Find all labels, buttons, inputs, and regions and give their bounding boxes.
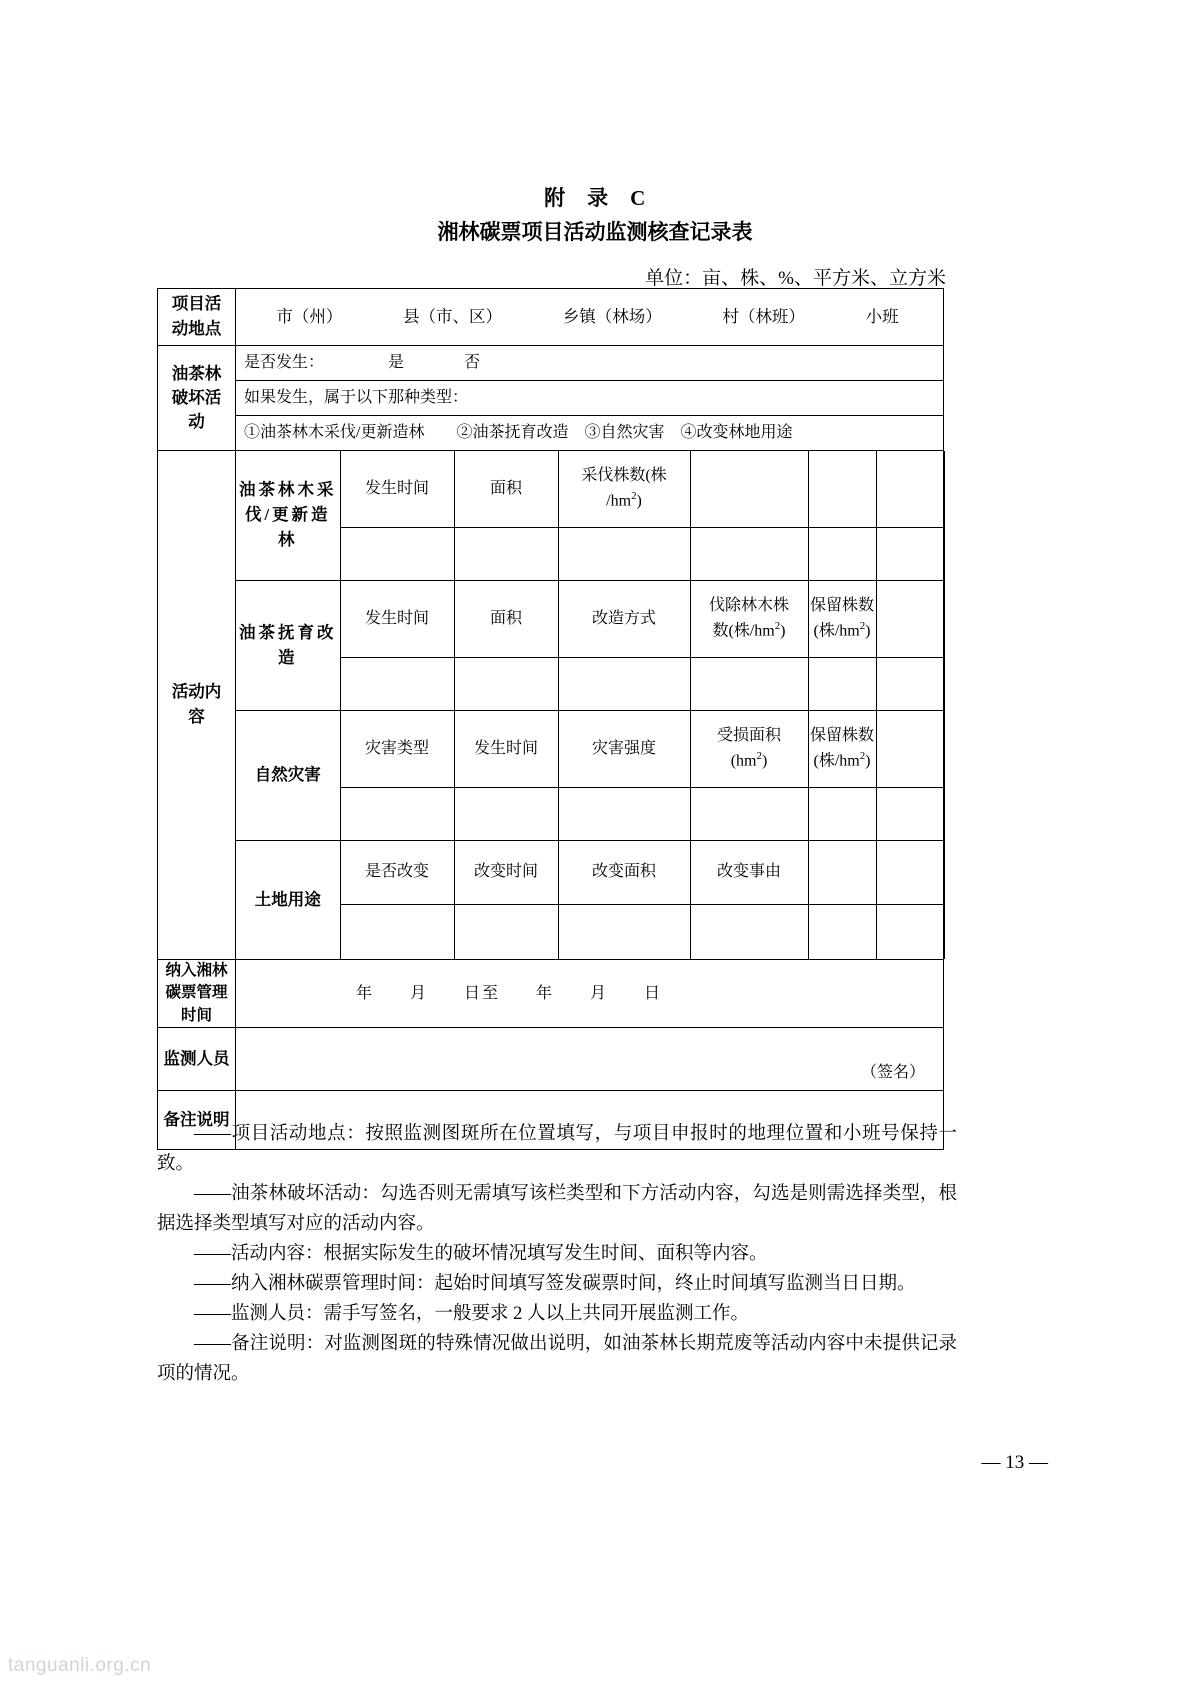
damage-type-options[interactable]: ①油茶林木采伐/更新造林 ②油茶抚育改造 ③自然灾害 ④改变林地用途 bbox=[244, 424, 793, 441]
tending-col-area: 面积 bbox=[454, 581, 558, 658]
disaster-col-intensity: 灾害强度 bbox=[558, 711, 690, 788]
landuse-col-change-time: 改变时间 bbox=[454, 841, 558, 905]
activity-section-harvest-input bbox=[236, 528, 944, 581]
landuse-input-blank-2[interactable] bbox=[876, 904, 944, 959]
tending-col-method: 改造方式 bbox=[558, 581, 690, 658]
disaster-input-occur-time[interactable] bbox=[454, 788, 558, 841]
disaster-input-damaged-area[interactable] bbox=[690, 788, 808, 841]
activity-section-disaster-input bbox=[236, 788, 944, 841]
activity-section-harvest-header bbox=[236, 451, 944, 528]
tending-col-removed-count: 伐除林木株 数(株$/hm^2$) bbox=[690, 581, 808, 658]
label-damage-activity: 油茶林破坏活动 bbox=[158, 346, 236, 451]
note-item-6: ——备注说明：对监测图斑的特殊情况做出说明，如油茶林长期荒废等活动内容中未提供记录项的情况。 bbox=[157, 1333, 957, 1384]
table-row-activity-content bbox=[158, 451, 944, 960]
page-number: — 13 — bbox=[981, 1452, 1048, 1473]
disaster-col-retained-count-unit: (株$/hm^2$) bbox=[813, 750, 871, 770]
damage-option-yes[interactable]: 是 bbox=[388, 354, 405, 371]
tending-input-method[interactable] bbox=[558, 658, 690, 711]
cell-monitor-staff-signature[interactable] bbox=[236, 1028, 944, 1091]
label-project-location: 项目活动地点 bbox=[158, 289, 236, 346]
signature-hint: （签名） bbox=[860, 1064, 925, 1082]
harvest-input-blank-3[interactable] bbox=[876, 528, 944, 581]
location-field-village: 村（林班） bbox=[722, 306, 805, 326]
note-item-5: ——监测人员：需手写签名，一般要求 2 人以上共同开展监测工作。 bbox=[194, 1303, 750, 1324]
damage-type-prompt: 如果发生，属于以下那种类型： bbox=[236, 381, 943, 416]
damage-occurred-prompt: 是否发生： bbox=[244, 354, 325, 371]
tending-input-area[interactable] bbox=[454, 658, 558, 711]
harvest-col-blank-2[interactable] bbox=[808, 451, 876, 528]
label-section-harvest: 油茶林木采伐/更新造林 bbox=[236, 451, 340, 581]
landuse-col-changed: 是否改变 bbox=[340, 841, 454, 905]
tending-input-blank-1[interactable] bbox=[876, 658, 944, 711]
cell-manage-time-value[interactable] bbox=[236, 960, 944, 1028]
location-field-subcompartment: 小班 bbox=[865, 306, 899, 326]
note-item-4: ——纳入湘林碳票管理时间：起始时间填写签发碳票时间，终止时间填写监测当日日期。 bbox=[194, 1273, 916, 1294]
harvest-input-area[interactable] bbox=[454, 528, 558, 581]
disaster-input-blank-1[interactable] bbox=[876, 788, 944, 841]
cell-activity-content bbox=[236, 451, 944, 960]
harvest-input-blank-1[interactable] bbox=[690, 528, 808, 581]
tending-col-removed-count-unit: 数(株$/hm^2$) bbox=[712, 620, 786, 640]
activity-section-tending-input bbox=[236, 658, 944, 711]
label-section-landuse: 土地用途 bbox=[236, 841, 340, 960]
disaster-input-intensity[interactable] bbox=[558, 788, 690, 841]
cell-damage-activity bbox=[236, 346, 944, 451]
explanatory-notes bbox=[157, 1120, 957, 1390]
harvest-col-area: 面积 bbox=[454, 451, 558, 528]
label-activity-content: 活动内容 bbox=[158, 451, 236, 960]
landuse-col-blank-1[interactable] bbox=[808, 841, 876, 905]
tending-input-retained-count[interactable] bbox=[808, 658, 876, 711]
disaster-col-damaged-area-unit: $(hm^2)$ bbox=[730, 750, 768, 770]
damage-occurred-line[interactable] bbox=[236, 346, 943, 381]
activity-section-disaster-header bbox=[236, 711, 944, 788]
landuse-input-changed[interactable] bbox=[340, 904, 454, 959]
tending-col-blank-1[interactable] bbox=[876, 581, 944, 658]
harvest-col-occur-time: 发生时间 bbox=[340, 451, 454, 528]
table-row-manage-time bbox=[158, 960, 944, 1028]
activity-sections-table bbox=[236, 451, 945, 959]
disaster-col-damaged-area: 受损面积 $(hm^2)$ bbox=[690, 711, 808, 788]
manage-time-value: 年 月 日至 年 月 日 bbox=[356, 984, 663, 1002]
landuse-input-blank-1[interactable] bbox=[808, 904, 876, 959]
label-manage-time: 纳入湘林碳票管理时间 bbox=[158, 960, 236, 1028]
harvest-col-cut-count: 采伐株数(株 $/hm^2$) bbox=[558, 451, 690, 528]
table-row-monitor-staff bbox=[158, 1028, 944, 1091]
label-section-disaster: 自然灾害 bbox=[236, 711, 340, 841]
tending-input-removed-count[interactable] bbox=[690, 658, 808, 711]
appendix-label: 附 录 C bbox=[544, 186, 646, 210]
harvest-input-cut-count[interactable] bbox=[558, 528, 690, 581]
disaster-col-retained-count: 保留株数 (株$/hm^2$) bbox=[808, 711, 876, 788]
table-row-location bbox=[158, 289, 944, 346]
harvest-col-blank-3[interactable] bbox=[876, 451, 944, 528]
note-item-3: ——活动内容：根据实际发生的破坏情况填写发生时间、面积等内容。 bbox=[194, 1243, 768, 1264]
disaster-col-type: 灾害类型 bbox=[340, 711, 454, 788]
tending-col-retained-count: 保留株数 (株$/hm^2$) bbox=[808, 581, 876, 658]
landuse-input-change-area[interactable] bbox=[558, 904, 690, 959]
harvest-input-occur-time[interactable] bbox=[340, 528, 454, 581]
harvest-input-blank-2[interactable] bbox=[808, 528, 876, 581]
activity-section-landuse-input bbox=[236, 904, 944, 959]
harvest-col-cut-count-unit: $/hm^2$) bbox=[606, 490, 642, 510]
cell-location-fields[interactable] bbox=[236, 289, 944, 346]
label-remarks: 备注说明 bbox=[158, 1091, 236, 1150]
landuse-col-change-area: 改变面积 bbox=[558, 841, 690, 905]
activity-section-tending-header bbox=[236, 581, 944, 658]
note-item-2: ——油茶林破坏活动：勾选否则无需填写该栏类型和下方活动内容，勾选是则需选择类型，根据选择类型填写对应的活动内容。 bbox=[157, 1183, 957, 1234]
label-monitor-staff: 监测人员 bbox=[158, 1028, 236, 1091]
disaster-input-retained-count[interactable] bbox=[808, 788, 876, 841]
landuse-input-change-time[interactable] bbox=[454, 904, 558, 959]
site-watermark: tanguanli.org.cn bbox=[8, 1655, 152, 1676]
location-field-county: 县（市、区） bbox=[403, 306, 503, 326]
monitoring-record-table bbox=[157, 288, 944, 1150]
activity-section-landuse-header bbox=[236, 841, 944, 905]
page-title: 湘林碳票项目活动监测核查记录表 bbox=[437, 220, 753, 244]
landuse-input-change-reason[interactable] bbox=[690, 904, 808, 959]
landuse-col-blank-2[interactable] bbox=[876, 841, 944, 905]
tending-input-occur-time[interactable] bbox=[340, 658, 454, 711]
tending-col-retained-count-unit: (株$/hm^2$) bbox=[813, 620, 871, 640]
location-field-township: 乡镇（林场） bbox=[562, 306, 662, 326]
disaster-col-occur-time: 发生时间 bbox=[454, 711, 558, 788]
label-section-tending: 油茶抚育改造 bbox=[236, 581, 340, 711]
damage-option-no[interactable]: 否 bbox=[464, 354, 481, 371]
tending-col-occur-time: 发生时间 bbox=[340, 581, 454, 658]
note-item-1: ——项目活动地点：按照监测图斑所在位置填写，与项目申报时的地理位置和小班号保持一致。 bbox=[157, 1124, 957, 1174]
disaster-input-type[interactable] bbox=[340, 788, 454, 841]
table-row-damage-activity bbox=[158, 346, 944, 451]
disaster-col-blank-1[interactable] bbox=[876, 711, 944, 788]
location-field-city: 市（州） bbox=[276, 306, 343, 326]
harvest-col-blank-1[interactable] bbox=[690, 451, 808, 528]
landuse-col-change-reason: 改变事由 bbox=[690, 841, 808, 905]
unit-line: 单位：亩、株、%、平方米、立方米 bbox=[645, 268, 946, 289]
